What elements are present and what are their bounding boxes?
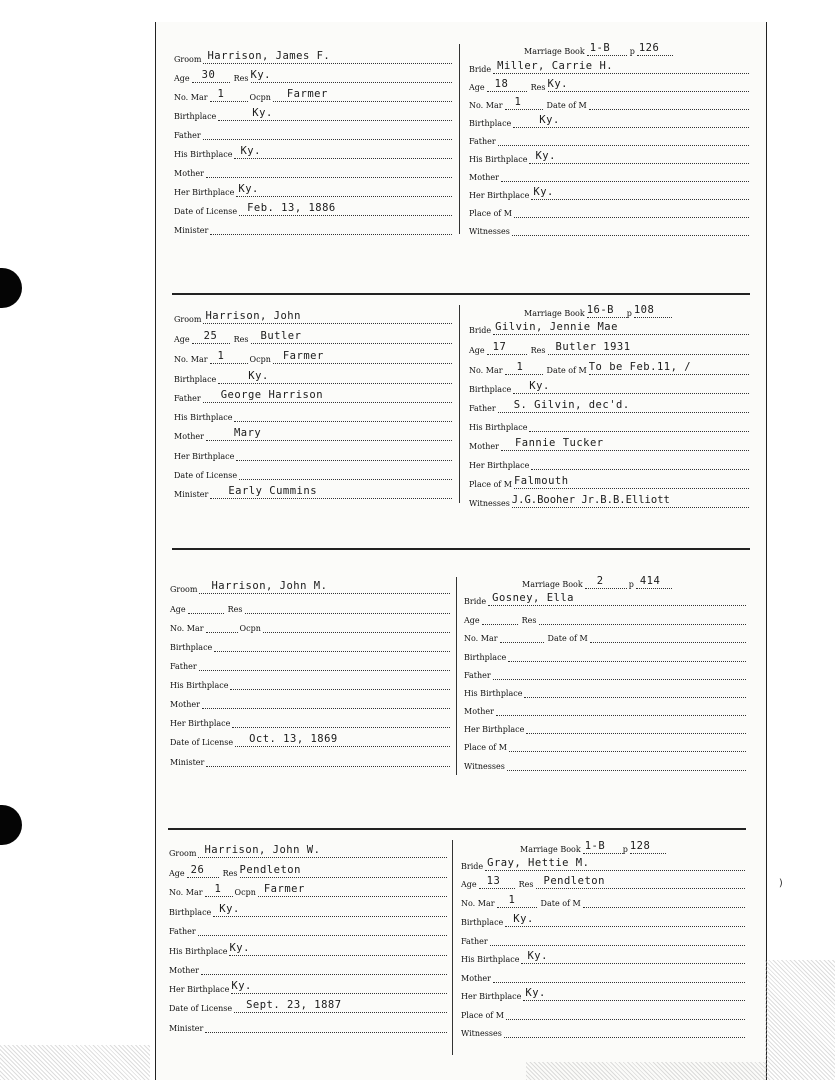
field-label: His Birthplace bbox=[464, 689, 523, 698]
bride-witnesses-row bbox=[464, 757, 746, 771]
field-label: Age bbox=[170, 605, 186, 614]
mother-row bbox=[170, 695, 450, 709]
his-birthplace-row bbox=[174, 408, 452, 422]
bride-father-row bbox=[469, 132, 749, 146]
field-label: His Birthplace bbox=[170, 681, 229, 690]
groom-date-of-license: Feb. 13, 1886 bbox=[247, 202, 336, 214]
bride-witnesses-row bbox=[461, 1024, 745, 1038]
age-row bbox=[174, 69, 452, 83]
her-birthplace-row bbox=[169, 980, 447, 994]
minister-row bbox=[169, 1019, 447, 1033]
minister-row bbox=[170, 753, 450, 767]
field-label: His Birthplace bbox=[469, 155, 528, 164]
bride-res: Pendleton bbox=[543, 875, 605, 887]
groom-his-birthplace: Ky. bbox=[240, 145, 261, 157]
field-label: Ocpn bbox=[234, 888, 256, 897]
groom-row bbox=[169, 844, 447, 858]
groom-father: George Harrison bbox=[220, 389, 324, 401]
bride-place-row bbox=[469, 475, 749, 489]
birthplace-row bbox=[169, 903, 447, 917]
license-row bbox=[169, 999, 447, 1013]
license-row bbox=[170, 733, 450, 747]
field-label: Marriage Book bbox=[524, 309, 585, 318]
license-row bbox=[174, 202, 452, 216]
bride-res: Ky. bbox=[547, 78, 568, 90]
field-label: Bride bbox=[461, 862, 484, 871]
bride-row bbox=[469, 60, 749, 74]
birthplace-row bbox=[174, 370, 452, 384]
bride-row bbox=[464, 592, 746, 606]
field-label: Place of M bbox=[469, 480, 512, 489]
field-label: Mother bbox=[469, 173, 499, 182]
field-label: Ocpn bbox=[239, 624, 261, 633]
field-label: Age bbox=[469, 83, 485, 92]
mother-row bbox=[174, 164, 452, 178]
bride-his-birthplace: Ky. bbox=[535, 150, 556, 162]
bride-page: 108 bbox=[633, 304, 655, 316]
groom-birthplace: Ky. bbox=[219, 903, 240, 915]
groom-date-of-license: Oct. 13, 1869 bbox=[249, 733, 338, 745]
field-label: Father bbox=[469, 137, 496, 146]
scan-noise bbox=[526, 1062, 766, 1080]
bride-nomar-row bbox=[469, 361, 749, 375]
marriage-book-row bbox=[522, 575, 672, 589]
bride-his-birthplace-row bbox=[469, 418, 749, 432]
groom-age: 25 bbox=[203, 330, 218, 342]
bride-father-row bbox=[464, 666, 746, 680]
field-label: Mother bbox=[461, 974, 491, 983]
field-label: Res bbox=[233, 74, 249, 83]
bride-birthplace: Ky. bbox=[529, 380, 550, 392]
bride-place-row bbox=[469, 204, 749, 218]
field-label: Groom bbox=[170, 585, 198, 594]
bride-birthplace-row bbox=[464, 648, 746, 662]
father-row bbox=[174, 389, 452, 403]
bride-his-birthplace-row bbox=[469, 150, 749, 164]
bride-no-mar: 1 bbox=[514, 96, 522, 108]
field-label: Res bbox=[518, 880, 534, 889]
field-label: No. Mar bbox=[169, 888, 203, 897]
field-label: Birthplace bbox=[169, 908, 212, 917]
bride-book: 16-B bbox=[586, 304, 614, 316]
field-label: Date of License bbox=[174, 207, 238, 216]
minister-row bbox=[174, 485, 452, 499]
bride-age: 13 bbox=[486, 875, 501, 887]
bride-mother-row bbox=[469, 437, 749, 451]
field-label: Her Birthplace bbox=[174, 452, 235, 461]
field-label: Date of M bbox=[546, 366, 587, 375]
groom-res: Butler bbox=[260, 330, 302, 342]
groom-age: 26 bbox=[190, 864, 205, 876]
field-label: Age bbox=[464, 616, 480, 625]
his-birthplace-row bbox=[169, 942, 447, 956]
field-label: Birthplace bbox=[174, 112, 217, 121]
bride-age: 17 bbox=[492, 341, 507, 353]
column-divider bbox=[459, 44, 460, 234]
field-label: Res bbox=[530, 83, 546, 92]
page-edge-mark: ) bbox=[778, 878, 785, 889]
field-label: Groom bbox=[174, 55, 202, 64]
bride-name: Gray, Hettie M. bbox=[487, 857, 590, 869]
birthplace-row bbox=[170, 638, 450, 652]
groom-ocpn: Farmer bbox=[286, 88, 328, 100]
field-label: Date of License bbox=[174, 471, 238, 480]
bride-age-row bbox=[464, 611, 746, 625]
field-label: Place of M bbox=[464, 743, 507, 752]
bride-father-row bbox=[461, 932, 745, 946]
field-label: Date of License bbox=[169, 1004, 233, 1013]
field-label: Father bbox=[174, 131, 201, 140]
groom-age: 30 bbox=[201, 69, 216, 81]
groom-no-mar: 1 bbox=[217, 88, 225, 100]
bride-place-row bbox=[461, 1006, 745, 1020]
groom-ocpn: Farmer bbox=[263, 883, 305, 895]
groom-name: Harrison, John M. bbox=[211, 580, 328, 592]
nomar-row bbox=[174, 88, 452, 102]
field-label: Date of License bbox=[170, 738, 234, 747]
field-label: Mother bbox=[169, 966, 199, 975]
groom-date-of-license: Sept. 23, 1887 bbox=[246, 999, 342, 1011]
bride-father: S. Gilvin, dec'd. bbox=[513, 399, 630, 411]
column-divider bbox=[459, 305, 460, 503]
bride-witnesses-row bbox=[469, 222, 749, 236]
bride-her-birthplace-row bbox=[464, 720, 746, 734]
bride-name: Miller, Carrie H. bbox=[497, 60, 614, 72]
field-label: No. Mar bbox=[469, 101, 503, 110]
field-label: His Birthplace bbox=[174, 413, 233, 422]
field-label: Res bbox=[227, 605, 243, 614]
bride-witnesses-row bbox=[469, 494, 749, 508]
marriage-book-row bbox=[524, 42, 673, 56]
birthplace-row bbox=[174, 107, 452, 121]
field-label: Her Birthplace bbox=[461, 992, 522, 1001]
bride-her-birthplace-row bbox=[461, 987, 745, 1001]
field-label: Place of M bbox=[469, 209, 512, 218]
bride-nomar-row bbox=[464, 629, 746, 643]
field-label: His Birthplace bbox=[469, 423, 528, 432]
record-separator bbox=[172, 548, 750, 550]
father-row bbox=[174, 126, 452, 140]
bride-nomar-row bbox=[469, 96, 749, 110]
groom-minister: Early Cummins bbox=[228, 485, 318, 497]
binder-hole-bottom bbox=[0, 805, 22, 845]
record-separator bbox=[172, 293, 750, 295]
bride-her-birthplace-row bbox=[469, 186, 749, 200]
field-label: Her Birthplace bbox=[170, 719, 231, 728]
field-label: Witnesses bbox=[469, 227, 510, 236]
groom-name: Harrison, John bbox=[205, 310, 301, 322]
bride-mother-row bbox=[461, 969, 745, 983]
groom-her-birthplace: Ky. bbox=[231, 980, 252, 992]
bride-page: 414 bbox=[639, 575, 661, 587]
field-label: Minister bbox=[174, 490, 209, 499]
bride-name: Gosney, Ella bbox=[492, 592, 574, 604]
field-label: Birthplace bbox=[174, 375, 217, 384]
father-row bbox=[170, 657, 450, 671]
his-birthplace-row bbox=[174, 145, 452, 159]
nomar-row bbox=[170, 619, 450, 633]
bride-birthplace: Ky. bbox=[513, 913, 534, 925]
bride-his-birthplace: Ky. bbox=[527, 950, 548, 962]
scan-noise bbox=[765, 960, 835, 1080]
field-label: Age bbox=[174, 335, 190, 344]
field-label: Age bbox=[174, 74, 190, 83]
field-label: Groom bbox=[174, 315, 202, 324]
field-label: Age bbox=[469, 346, 485, 355]
bride-name: Gilvin, Jennie Mae bbox=[495, 321, 618, 333]
field-label: Father bbox=[464, 671, 491, 680]
field-label: Her Birthplace bbox=[469, 461, 530, 470]
field-label: Mother bbox=[174, 169, 204, 178]
field-label: Birthplace bbox=[170, 643, 213, 652]
groom-mother: Mary bbox=[233, 427, 262, 439]
father-row bbox=[169, 922, 447, 936]
field-label: Place of M bbox=[461, 1011, 504, 1020]
field-label: Date of M bbox=[547, 634, 588, 643]
groom-birthplace: Ky. bbox=[248, 370, 269, 382]
marriage-book-row bbox=[520, 840, 666, 854]
bride-her-birthplace: Ky. bbox=[525, 987, 546, 999]
field-label: Mother bbox=[174, 432, 204, 441]
field-label: Minister bbox=[170, 758, 205, 767]
field-label: Ocpn bbox=[249, 355, 271, 364]
bride-row bbox=[469, 321, 749, 335]
field-label: Birthplace bbox=[464, 653, 507, 662]
field-label: No. Mar bbox=[174, 355, 208, 364]
column-divider bbox=[452, 840, 453, 1055]
field-label: Father bbox=[170, 662, 197, 671]
groom-row bbox=[170, 580, 450, 594]
record-page bbox=[155, 22, 767, 1080]
field-label: Bride bbox=[464, 597, 487, 606]
record-separator bbox=[168, 828, 746, 830]
age-row bbox=[169, 864, 447, 878]
groom-res: Pendleton bbox=[239, 864, 301, 876]
bride-age-row bbox=[461, 875, 745, 889]
column-divider bbox=[456, 577, 457, 775]
field-label: Bride bbox=[469, 326, 492, 335]
field-label: Age bbox=[461, 880, 477, 889]
field-label: Father bbox=[174, 394, 201, 403]
field-label: Date of M bbox=[546, 101, 587, 110]
field-label: Mother bbox=[469, 442, 499, 451]
field-label: Groom bbox=[169, 849, 197, 858]
bride-his-birthplace-row bbox=[464, 684, 746, 698]
groom-birthplace: Ky. bbox=[252, 107, 273, 119]
field-label: Res bbox=[530, 346, 546, 355]
field-label: p bbox=[629, 47, 635, 56]
minister-row bbox=[174, 221, 452, 235]
field-label: Her Birthplace bbox=[169, 985, 230, 994]
field-label: His Birthplace bbox=[461, 955, 520, 964]
bride-book: 1-B bbox=[584, 840, 606, 852]
nomar-row bbox=[169, 883, 447, 897]
field-label: No. Mar bbox=[469, 366, 503, 375]
field-label: Her Birthplace bbox=[174, 188, 235, 197]
field-label: No. Mar bbox=[170, 624, 204, 633]
bride-mother: Fannie Tucker bbox=[514, 437, 604, 449]
groom-no-mar: 1 bbox=[217, 350, 225, 362]
bride-birthplace: Ky. bbox=[539, 114, 560, 126]
field-label: Her Birthplace bbox=[469, 191, 530, 200]
age-row bbox=[170, 600, 450, 614]
field-label: Witnesses bbox=[461, 1029, 502, 1038]
groom-res: Ky. bbox=[250, 69, 271, 81]
field-label: Father bbox=[169, 927, 196, 936]
bride-age-row bbox=[469, 78, 749, 92]
field-label: Res bbox=[233, 335, 249, 344]
bride-age: 18 bbox=[494, 78, 509, 90]
bride-his-birthplace-row bbox=[461, 950, 745, 964]
bride-place-of-m: Falmouth bbox=[513, 475, 569, 487]
age-row bbox=[174, 330, 452, 344]
bride-date-of-m: To be Feb.11, / bbox=[588, 361, 692, 373]
bride-no-mar: 1 bbox=[516, 361, 524, 373]
nomar-row bbox=[174, 350, 452, 364]
her-birthplace-row bbox=[170, 714, 450, 728]
field-label: p bbox=[628, 580, 634, 589]
field-label: No. Mar bbox=[174, 93, 208, 102]
mother-row bbox=[174, 427, 452, 441]
groom-name: Harrison, James F. bbox=[207, 50, 331, 62]
bride-birthplace-row bbox=[469, 114, 749, 128]
bride-mother-row bbox=[464, 702, 746, 716]
field-label: Ocpn bbox=[249, 93, 271, 102]
bride-mother-row bbox=[469, 168, 749, 182]
groom-row bbox=[174, 310, 452, 324]
groom-row bbox=[174, 50, 452, 64]
field-label: Father bbox=[469, 404, 496, 413]
license-row bbox=[174, 466, 452, 480]
bride-no-mar: 1 bbox=[508, 894, 516, 906]
marriage-book-row bbox=[524, 304, 672, 318]
his-birthplace-row bbox=[170, 676, 450, 690]
field-label: Witnesses bbox=[464, 762, 505, 771]
bride-place-row bbox=[464, 738, 746, 752]
bride-book: 1-B bbox=[589, 42, 611, 54]
field-label: Birthplace bbox=[469, 119, 512, 128]
bride-nomar-row bbox=[461, 894, 745, 908]
groom-name: Harrison, John W. bbox=[204, 844, 321, 856]
bride-birthplace-row bbox=[469, 380, 749, 394]
field-label: Mother bbox=[464, 707, 494, 716]
bride-age-row bbox=[469, 341, 749, 355]
groom-ocpn: Farmer bbox=[282, 350, 324, 362]
field-label: Birthplace bbox=[469, 385, 512, 394]
bride-witnesses: J.G.Booher Jr.B.B.Elliott bbox=[511, 494, 670, 506]
field-label: Birthplace bbox=[461, 918, 504, 927]
field-label: Marriage Book bbox=[522, 580, 583, 589]
her-birthplace-row bbox=[174, 447, 452, 461]
field-label: Mother bbox=[170, 700, 200, 709]
field-label: Minister bbox=[174, 226, 209, 235]
field-label: Bride bbox=[469, 65, 492, 74]
bride-row bbox=[461, 857, 745, 871]
binder-hole-top bbox=[0, 268, 22, 308]
bride-page: 128 bbox=[629, 840, 651, 852]
field-label: His Birthplace bbox=[174, 150, 233, 159]
field-label: Res bbox=[521, 616, 537, 625]
field-label: Witnesses bbox=[469, 499, 510, 508]
bride-birthplace-row bbox=[461, 913, 745, 927]
field-label: Father bbox=[461, 937, 488, 946]
field-label: Her Birthplace bbox=[464, 725, 525, 734]
groom-no-mar: 1 bbox=[214, 883, 222, 895]
bride-page: 126 bbox=[638, 42, 660, 54]
field-label: Marriage Book bbox=[520, 845, 581, 854]
field-label: Res bbox=[222, 869, 238, 878]
mother-row bbox=[169, 961, 447, 975]
field-label: Age bbox=[169, 869, 185, 878]
her-birthplace-row bbox=[174, 183, 452, 197]
field-label: p bbox=[622, 845, 628, 854]
field-label: No. Mar bbox=[464, 634, 498, 643]
field-label: No. Mar bbox=[461, 899, 495, 908]
field-label: Marriage Book bbox=[524, 47, 585, 56]
bride-book: 2 bbox=[596, 575, 604, 587]
scan-noise bbox=[0, 1045, 150, 1080]
bride-her-birthplace-row bbox=[469, 456, 749, 470]
groom-her-birthplace: Ky. bbox=[238, 183, 259, 195]
bride-father-row bbox=[469, 399, 749, 413]
bride-her-birthplace: Ky. bbox=[533, 186, 554, 198]
field-label: His Birthplace bbox=[169, 947, 228, 956]
field-label: Date of M bbox=[540, 899, 581, 908]
field-label: p bbox=[626, 309, 632, 318]
field-label: Minister bbox=[169, 1024, 204, 1033]
groom-his-birthplace: Ky. bbox=[229, 942, 250, 954]
bride-res: Butler 1931 bbox=[555, 341, 631, 353]
